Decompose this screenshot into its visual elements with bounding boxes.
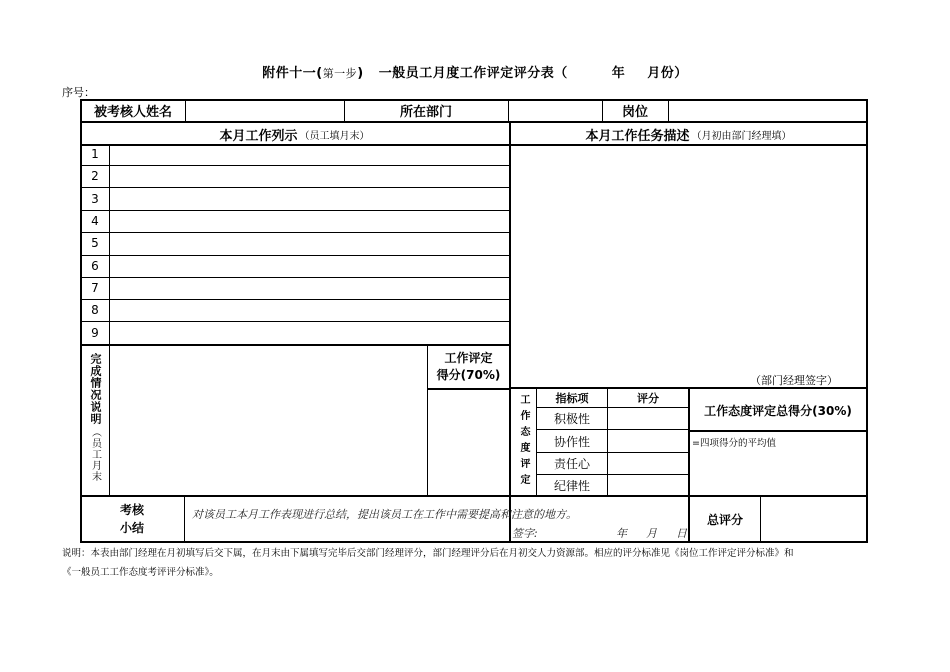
summary-sign-label: 签字: (512, 527, 538, 540)
attitude-total-note: =四项得分的平均值 (692, 438, 776, 449)
post-field[interactable] (669, 101, 865, 121)
work-item-number: 7 (91, 281, 99, 295)
attitude-score-field[interactable] (608, 453, 687, 474)
work-item-number: 5 (91, 236, 99, 250)
employee-name-label: 被考核人姓名 (93, 105, 172, 120)
attitude-total-label: 工作态度评定总得分(30%) (704, 403, 852, 418)
attitude-score-field[interactable] (608, 408, 687, 429)
department-field[interactable] (509, 101, 601, 121)
post-label: 岗位 (621, 105, 648, 120)
footer-note (62, 544, 872, 582)
form-title: 附件十一(第一步) 一般员工月度工作评定评分表（ 年 月份） (262, 66, 688, 81)
attitude-score-field[interactable] (608, 475, 687, 495)
score-column-header: 评分 (637, 392, 659, 405)
summary-field[interactable] (185, 497, 687, 541)
total-score-label: 总评分 (706, 512, 743, 527)
attitude-item: 协作性 (553, 434, 590, 449)
indicator-column-header: 指标项 (555, 392, 589, 405)
evaluation-form (80, 99, 868, 543)
attitude-side-label: 工作态度评定 (518, 394, 529, 490)
summary-day: 日 (676, 527, 687, 540)
work-item-number: 4 (91, 214, 99, 228)
task-description-field[interactable] (511, 146, 866, 386)
attitude-item: 积极性 (553, 412, 590, 426)
total-score-field[interactable] (761, 497, 866, 541)
summary-label: 考核 小结 (119, 503, 144, 535)
work-score-label: 工作评定 得分(70%) (436, 351, 501, 382)
completion-description-field[interactable] (111, 347, 427, 493)
completion-label: 完成情况说明 （员工月末 (89, 353, 102, 482)
attitude-item: 纪律性 (553, 478, 590, 493)
summary-month: 月 (646, 527, 657, 540)
work-list-header: 本月工作列示 （员工填月末） (219, 128, 370, 144)
attitude-total-field[interactable] (690, 449, 866, 495)
work-item-number: 3 (91, 192, 99, 206)
work-item-number: 9 (91, 326, 99, 340)
work-item-number: 2 (91, 169, 99, 183)
employee-name-field[interactable] (186, 101, 343, 121)
serial-number-label: 序号： (62, 86, 95, 99)
task-description-header: 本月工作任务描述 （月初由部门经理填） (585, 128, 792, 144)
footer-line-2: 《一般员工工作态度考评评分标准》。 (62, 567, 219, 578)
work-score-field[interactable] (429, 391, 508, 493)
manager-signature-label: （部门经理签字） (750, 374, 838, 387)
footer-line-1: 说明：本表由部门经理在月初填写后交下属，在月末由下属填写完毕后交部门经理评分，部门经理评分后在月初交人力资源部。相应的评分标准见《岗位工作评定评分标准》和 (62, 548, 794, 559)
attitude-item: 责任心 (553, 457, 590, 471)
department-label: 所在部门 (399, 105, 452, 120)
work-item-number: 8 (91, 303, 99, 317)
work-item-number: 1 (91, 147, 99, 161)
summary-instruction: 对该员工本月工作表现进行总结，提出该员工在工作中需要提高和注意的地方。 (192, 508, 577, 521)
attitude-score-field[interactable] (608, 430, 687, 452)
summary-year: 年 (616, 527, 627, 540)
work-item-number: 6 (91, 259, 99, 273)
